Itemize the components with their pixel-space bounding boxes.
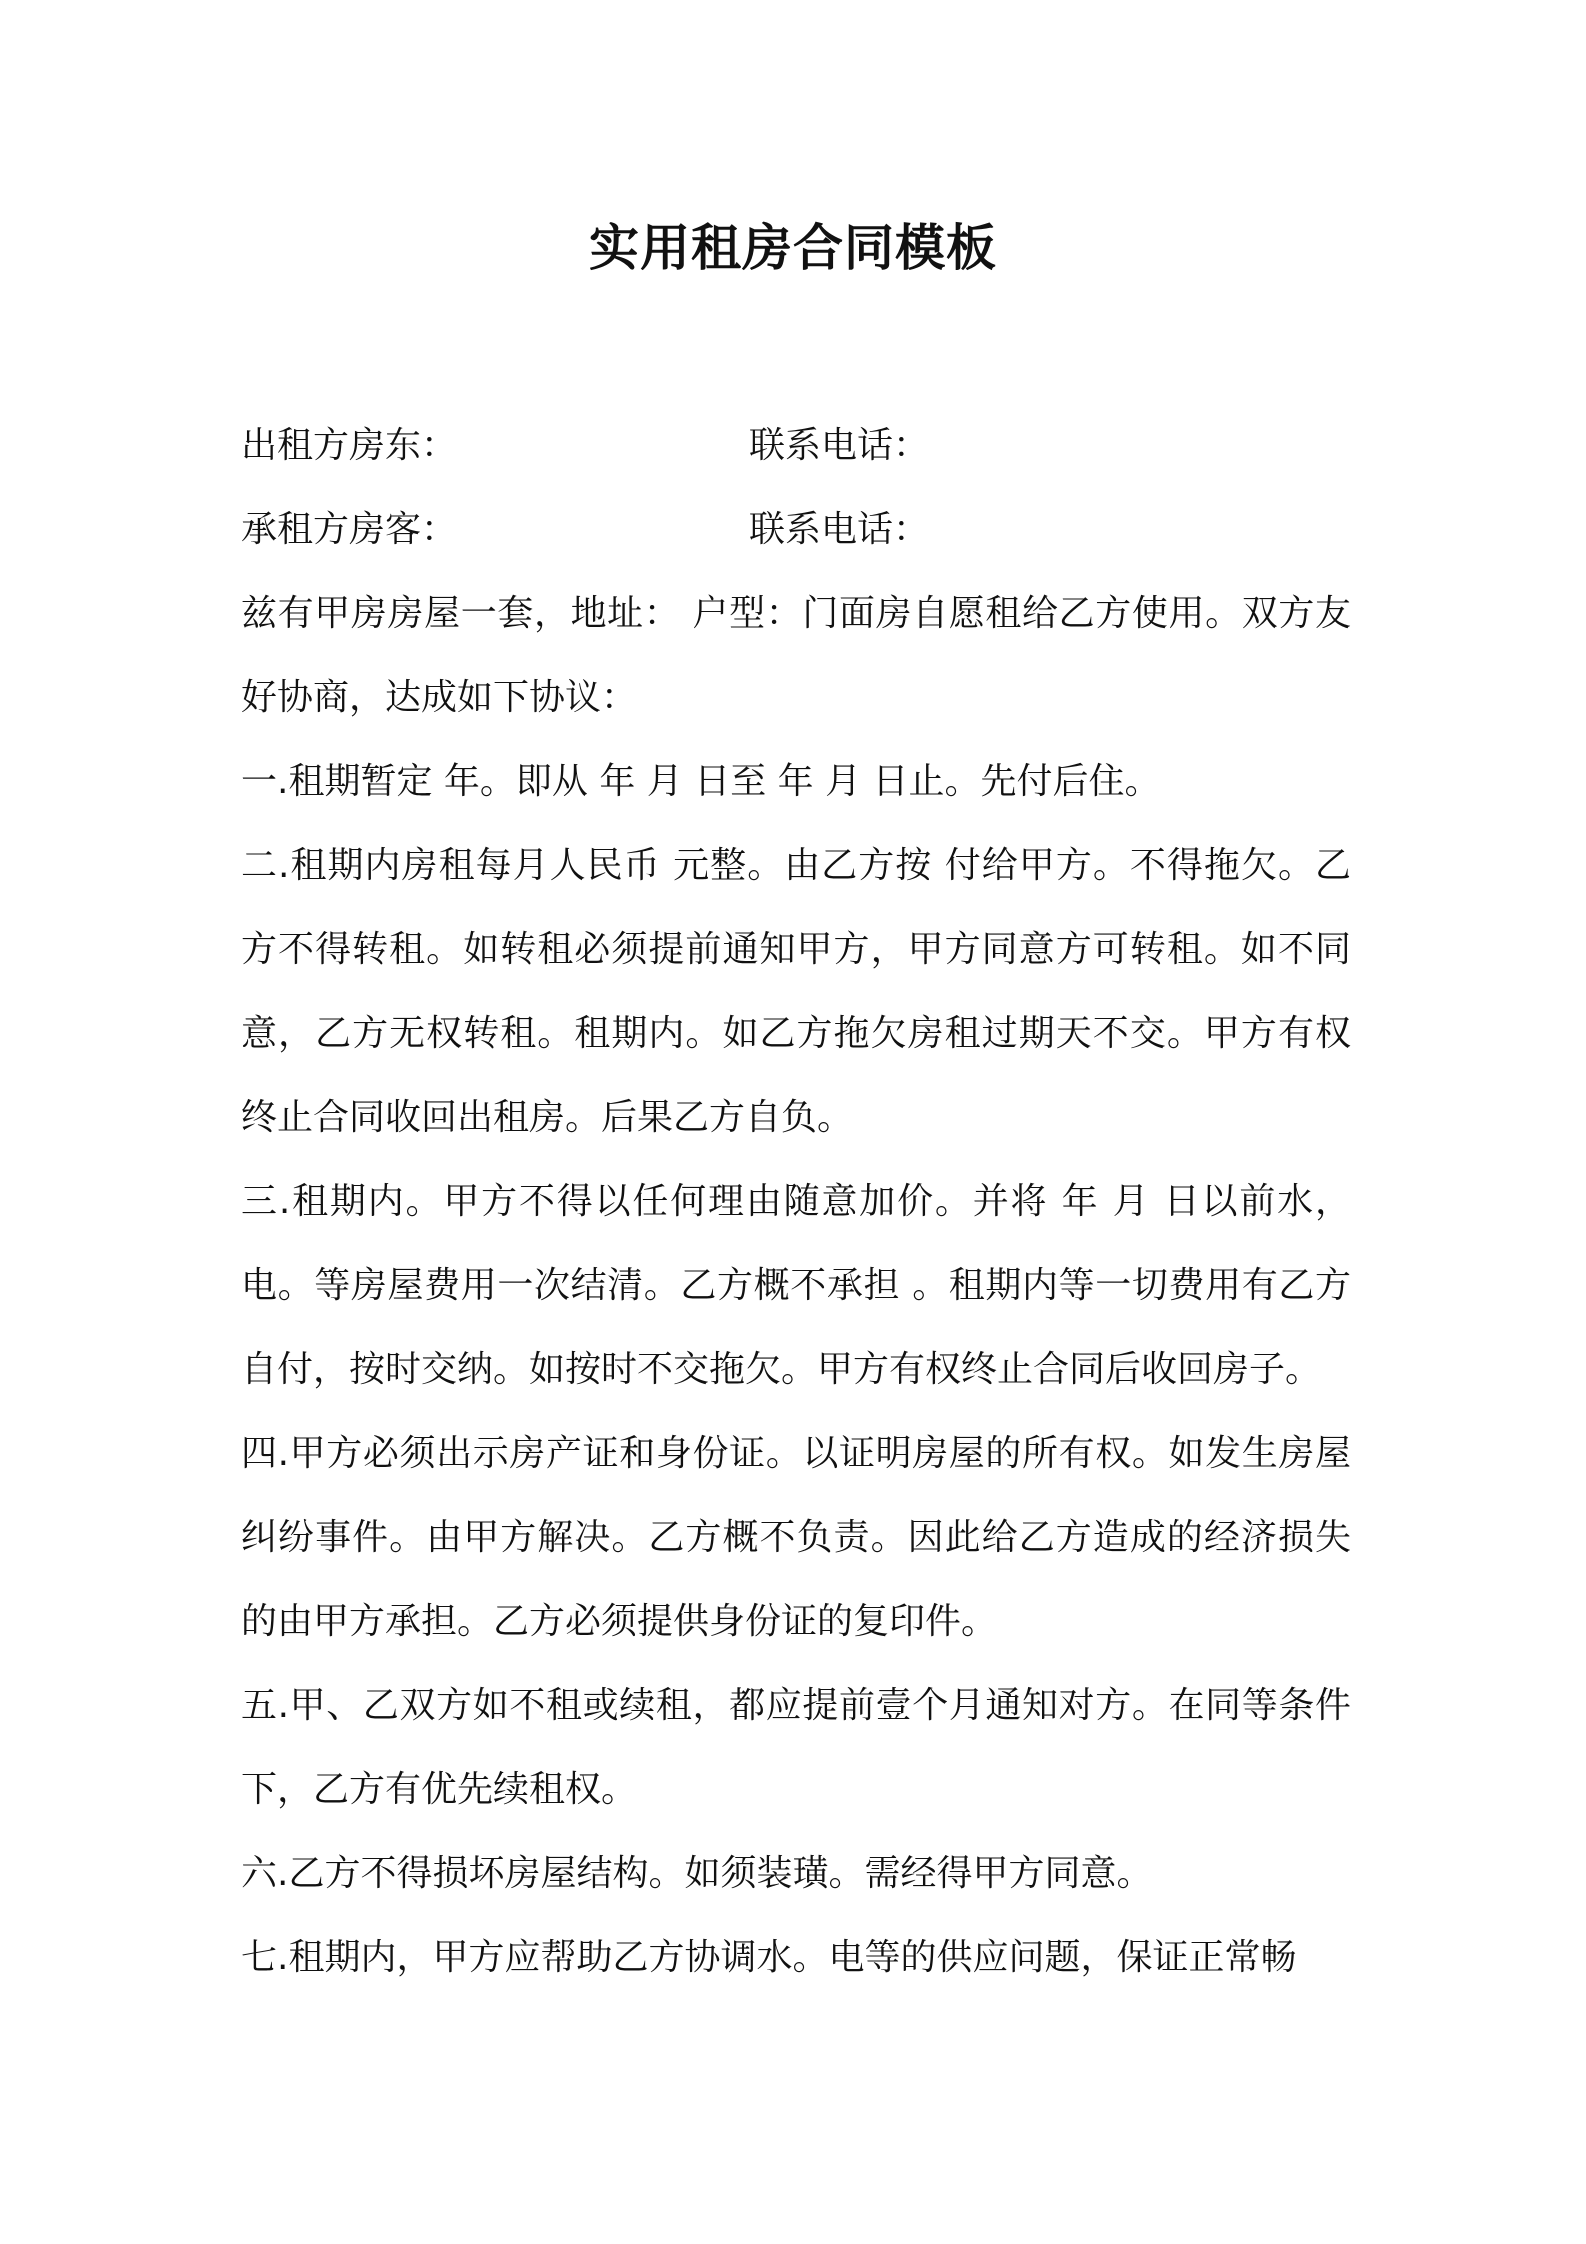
clause-7-paragraph: 七.租期内，甲方应帮助乙方协调水。电等的供应问题，保证正常畅	[241, 1937, 1297, 1978]
tenant-row	[241, 488, 1351, 572]
clause-5-paragraph: 五.甲、乙双方如不租或续租，都应提前壹个月通知对方。在同等条件下，乙方有优先续租权。	[241, 1685, 1351, 1810]
document-body	[241, 404, 1351, 2000]
document-title: 实用租房合同模板	[589, 219, 997, 277]
tenant-phone-label: 联系电话：	[749, 509, 930, 550]
landlord-label: 出租方房东：	[241, 425, 458, 466]
tenant-label: 承租方房客：	[241, 509, 458, 550]
clause-2-paragraph: 二.租期内房租每月人民币 元整。由乙方按 付给甲方。不得拖欠。乙方不得转租。如转租必须提前通知甲方，甲方同意方可转租。如不同意，乙方无权转租。租期内。如乙方拖欠房租过期天不交。甲方有权终止合同收回出租房。后果乙方自负。	[241, 845, 1351, 1138]
clause-6-paragraph: 六.乙方不得损坏房屋结构。如须装璜。需经得甲方同意。	[241, 1853, 1153, 1894]
clause-4-paragraph: 四.甲方必须出示房产证和身份证。以证明房屋的所有权。如发生房屋纠纷事件。由甲方解决。乙方概不负责。因此给乙方造成的经济损失的由甲方承担。乙方必须提供身份证的复印件。	[241, 1433, 1351, 1642]
landlord-phone-label: 联系电话：	[749, 425, 930, 466]
clause-3-paragraph: 三.租期内。甲方不得以任何理由随意加价。并将 年 月 日以前水，电。等房屋费用一次结清。乙方概不承担 。租期内等一切费用有乙方自付，按时交纳。如按时不交拖欠。甲方有权终止合同后收回房子。	[241, 1181, 1351, 1390]
intro-paragraph: 兹有甲房房屋一套，地址： 户型：门面房自愿租给乙方使用。双方友好协商，达成如下协议：	[241, 593, 1351, 718]
landlord-row	[241, 404, 1351, 488]
clause-1-paragraph: 一.租期暂定 年。即从 年 月 日至 年 月 日止。先付后住。	[241, 761, 1161, 802]
